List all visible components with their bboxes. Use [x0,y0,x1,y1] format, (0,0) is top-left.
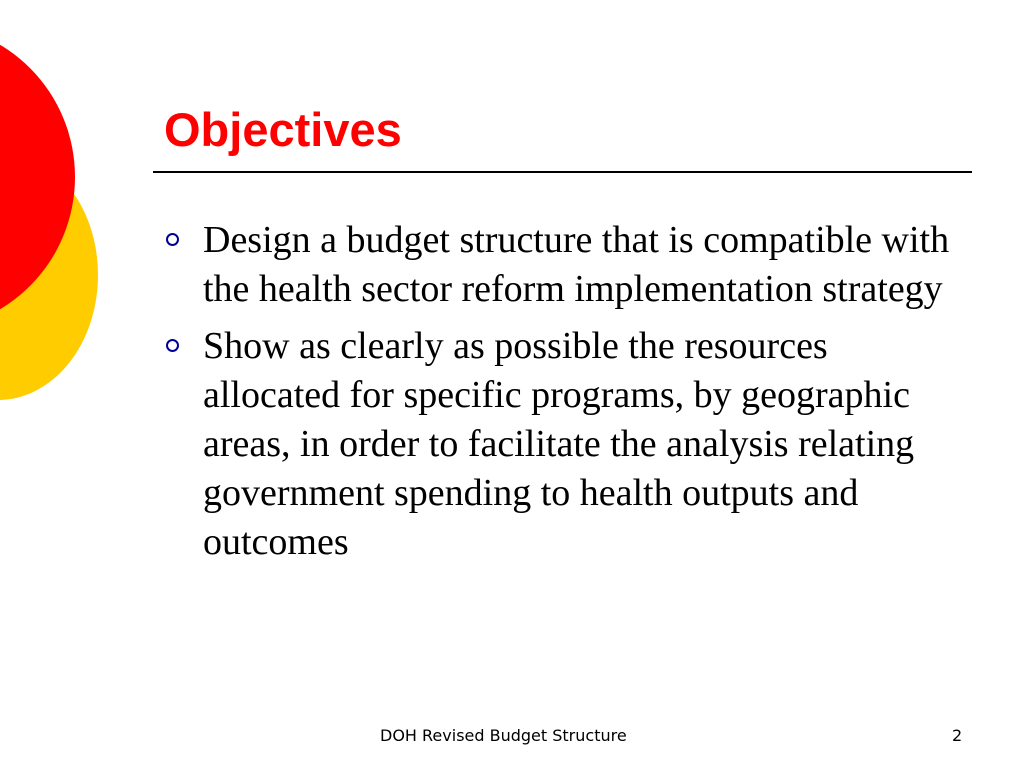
bullet-text: Show as clearly as possible the resources allocated for specific programs, by geographic areas, in order to facilitate the analysis relating government spending to health outputs and outcomes [203,325,915,563]
bullet-item [166,216,956,314]
slide-title: Objectives [164,103,402,156]
footer-text: DOH Revised Budget Structure [380,726,627,745]
bullet-text: Design a budget structure that is compatible with the health sector reform implementation strategy [203,219,950,310]
hollow-circle-bullet-icon [166,339,179,352]
page-number: 2 [952,726,963,745]
hollow-circle-bullet-icon [166,233,179,246]
bullet-item [166,322,956,567]
title-divider [153,171,972,173]
bullet-list [166,216,956,575]
